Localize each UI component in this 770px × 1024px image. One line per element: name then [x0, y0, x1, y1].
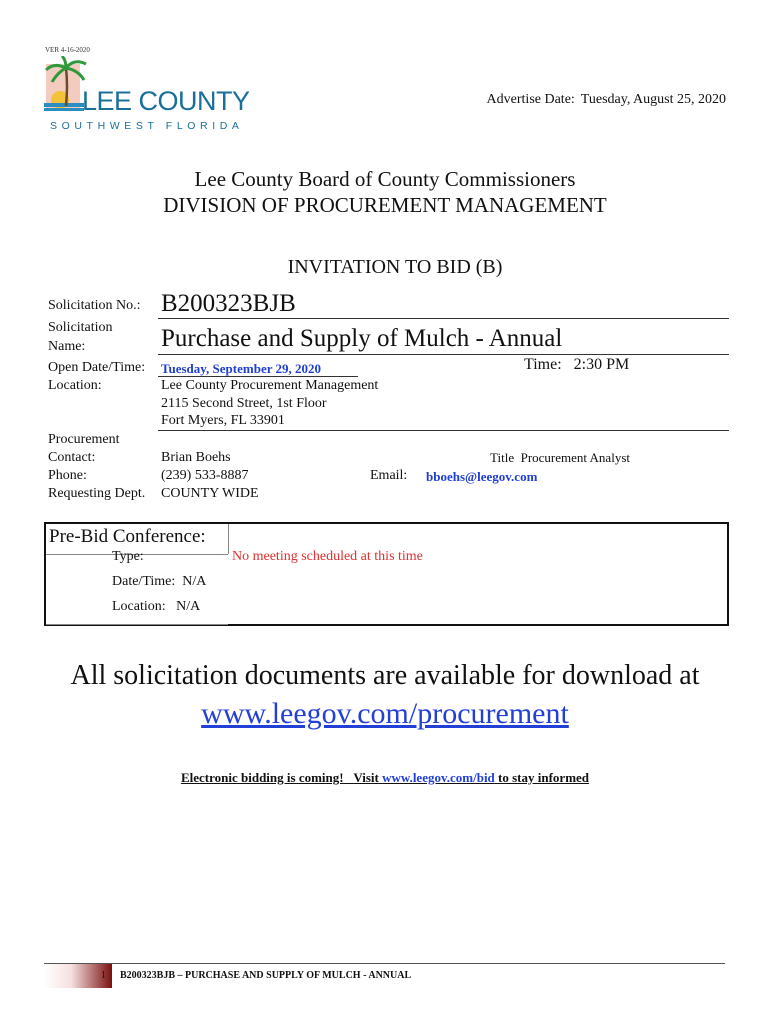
time-label: Time: [524, 356, 562, 373]
board-name: Lee County Board of County Commissioners [194, 167, 576, 191]
ebid-text-3: to stay informed [498, 770, 590, 785]
document-type: INVITATION TO BID (B) [287, 256, 503, 278]
solicitation-name-value: Purchase and Supply of Mulch - Annual [161, 325, 563, 352]
solicitation-name-label-2: Name: [48, 339, 86, 354]
prebid-location-value: N/A [176, 599, 201, 614]
open-date-label: Open Date/Time: [48, 360, 146, 375]
ebid-notice [0, 770, 770, 786]
division-name: DIVISION OF PROCUREMENT MANAGEMENT [163, 193, 607, 217]
advertise-date-value: Tuesday, August 25, 2020 [580, 92, 726, 107]
prebid-location-label: Location: [112, 599, 166, 614]
open-date-value: Tuesday, September 29, 2020 [161, 361, 321, 376]
board-heading [0, 166, 770, 218]
divider [158, 430, 729, 431]
prebid-conference-box [44, 522, 729, 626]
procurement-link[interactable]: www.leegov.com/procurement [201, 697, 569, 730]
contact-label-1: Procurement [48, 432, 120, 447]
prebid-location [112, 599, 200, 615]
divider [158, 376, 358, 377]
version-label: VER 4-16-2020 [45, 46, 90, 54]
advertise-date-label: Advertise Date: [486, 92, 575, 107]
ebid-text-1: Electronic bidding is coming! [180, 770, 344, 785]
advertise-date [487, 92, 726, 108]
footer-divider [44, 963, 725, 964]
open-time [524, 356, 629, 374]
logo-wordmark: LEE COUNTY [82, 86, 250, 116]
title-value: Procurement Analyst [520, 450, 630, 465]
page-number-box [44, 964, 112, 988]
solicitation-no-value: B200323BJB [161, 290, 296, 317]
dept-value: COUNTY WIDE [161, 486, 259, 501]
contact-title [490, 450, 630, 466]
divider [46, 624, 228, 625]
contact-value: Brian Boehs [161, 450, 231, 465]
time-value: 2:30 PM [573, 356, 630, 373]
ebid-text-2: Visit [353, 770, 379, 785]
prebid-datetime [112, 574, 206, 590]
prebid-type-label: Type: [112, 549, 144, 564]
dept-label: Requesting Dept. [48, 486, 146, 501]
prebid-title: Pre-Bid Conference: [49, 526, 206, 547]
prebid-type-value: No meeting scheduled at this time [232, 549, 423, 564]
contact-label-2: Contact: [48, 450, 96, 465]
location-line-1: Lee County Procurement Management [161, 378, 379, 393]
divider [158, 354, 729, 355]
divider [158, 318, 729, 319]
page-number: 1 [101, 970, 106, 981]
email-label: Email: [370, 468, 408, 483]
location-line-3: Fort Myers, FL 33901 [161, 413, 285, 428]
prebid-datetime-label: Date/Time: [112, 574, 176, 589]
email-link[interactable]: bboehs@leegov.com [426, 469, 538, 484]
title-label: Title [490, 450, 515, 465]
location-label: Location: [48, 378, 102, 393]
location-line-2: 2115 Second Street, 1st Floor [161, 396, 327, 411]
ebid-link[interactable]: www.leegov.com/bid [382, 770, 495, 785]
divider [228, 524, 229, 554]
prebid-datetime-value: N/A [182, 574, 207, 589]
lee-county-logo [44, 56, 254, 136]
logo-tagline: SOUTHWEST FLORIDA [50, 120, 244, 132]
download-notice: All solicitation documents are available for download at [70, 660, 700, 691]
phone-label: Phone: [48, 468, 87, 483]
footer-title: B200323BJB – PURCHASE AND SUPPLY OF MULCH - ANNUAL [120, 970, 412, 981]
solicitation-name-label-1: Solicitation [48, 320, 113, 335]
solicitation-no-label: Solicitation No.: [48, 298, 141, 313]
phone-value: (239) 533-8887 [161, 468, 249, 483]
